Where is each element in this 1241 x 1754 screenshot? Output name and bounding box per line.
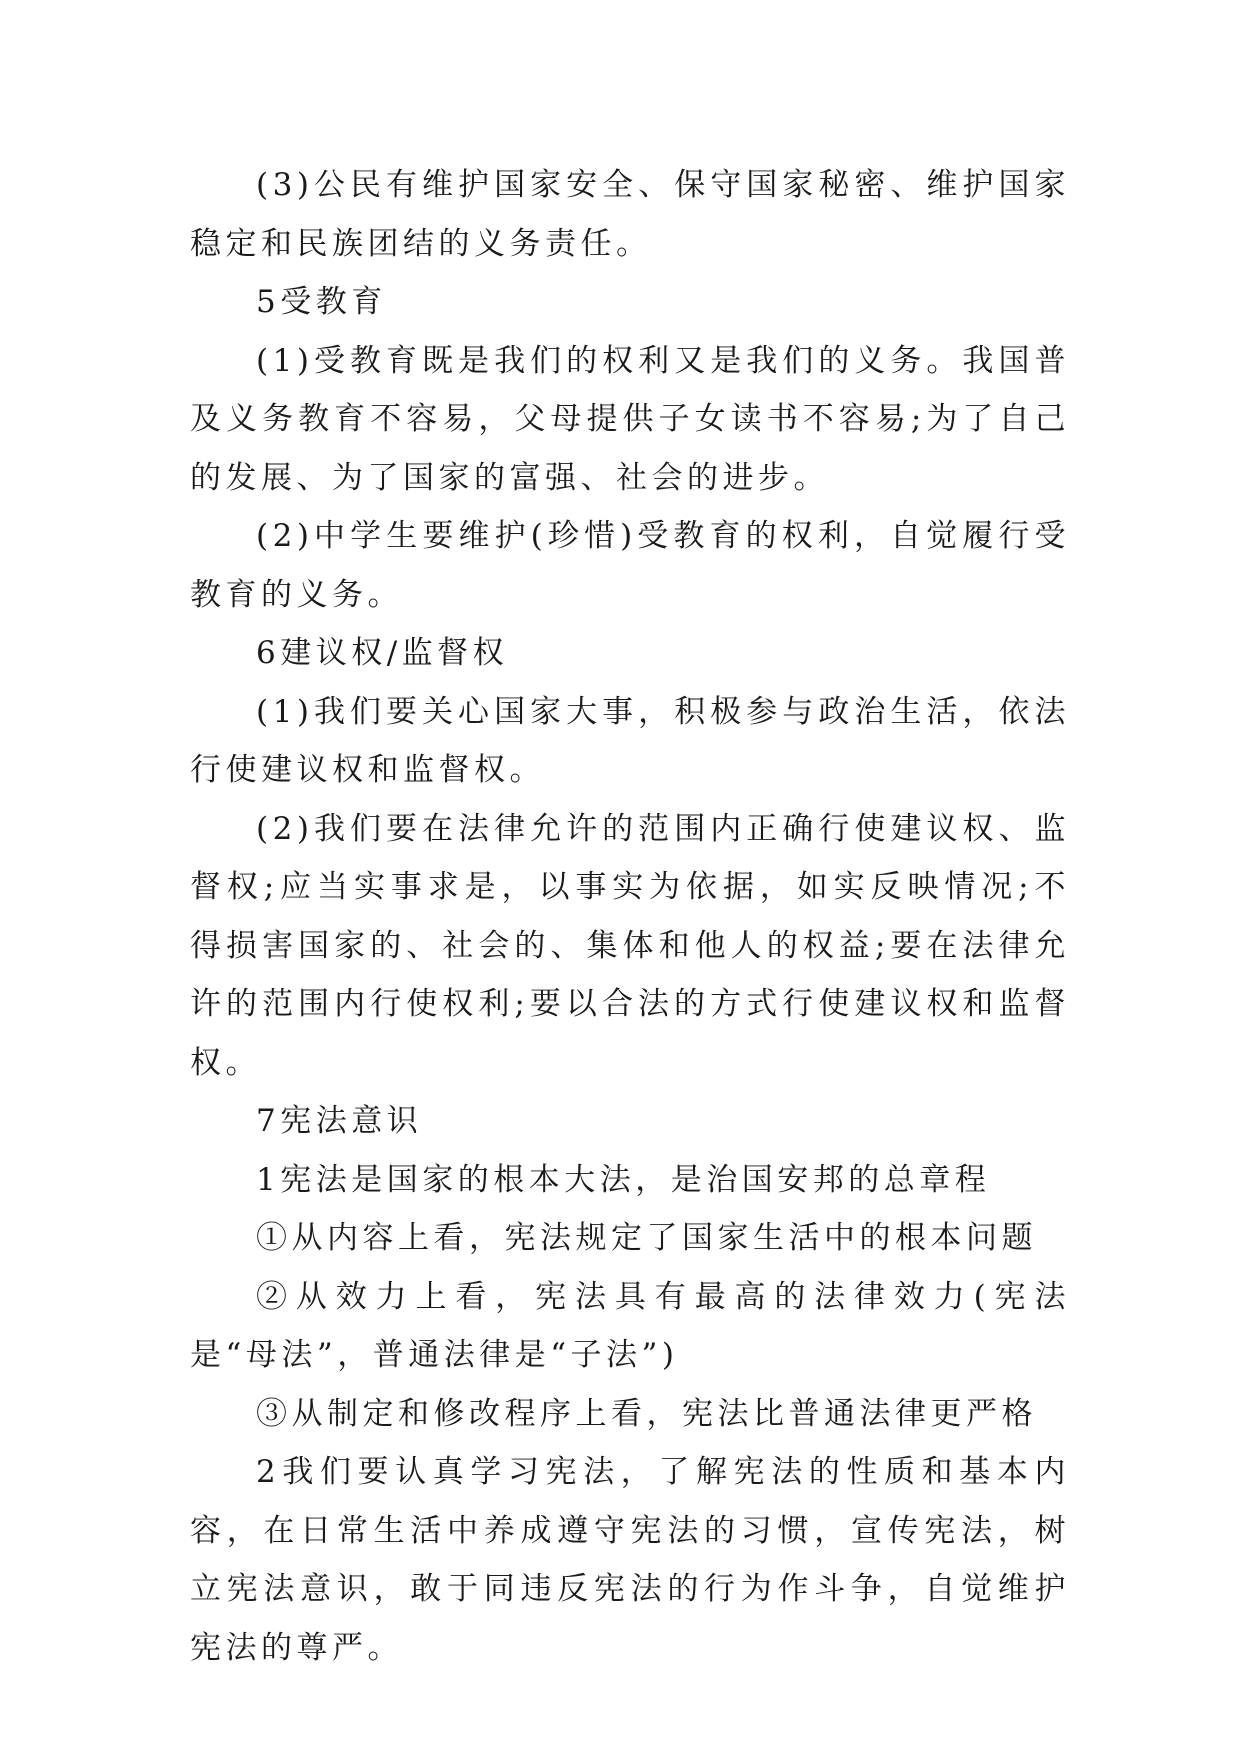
document-body (190, 156, 1070, 1677)
paragraph-exercise-rights-correctly: (2)我们要在法律允许的范围内正确行使建议权、监督权;应当实事求是，以事实为依据，如实反映情况;不得损害国家的、社会的、集体和他人的权益;要在法律允许的范围内行使权利;要以合法的方式行使建议权和监督权。 (190, 810, 1070, 1081)
paragraph-duty-national-security: (3)公民有维护国家安全、保守国家秘密、维护国家稳定和民族团结的义务责任。 (190, 167, 1070, 262)
paragraph-student-education: (2)中学生要维护(珍惜)受教育的权利，自觉履行受教育的义务。 (190, 518, 1070, 613)
paragraph-education-right-duty: (1)受教育既是我们的权利又是我们的义务。我国普及义务教育不容易，父母提供子女读书不容易;为了自己的发展、为了国家的富强、社会的进步。 (190, 342, 1070, 496)
list-item-content: ①从内容上看，宪法规定了国家生活中的根本问题 (256, 1220, 1037, 1256)
paragraph-study-constitution: 2我们要认真学习宪法，了解宪法的性质和基本内容，在日常生活中养成遵守宪法的习惯，宣传宪法，树立宪法意识，敢于同违反宪法的行为作斗争，自觉维护宪法的尊严。 (190, 1454, 1070, 1666)
paragraph-care-national-affairs: (1)我们要关心国家大事，积极参与政治生活，依法行使建议权和监督权。 (190, 693, 1070, 788)
list-item-effect: ②从效力上看，宪法具有最高的法律效力(宪法是“母法”，普通法律是“子法”) (190, 1278, 1070, 1373)
paragraph-constitution-fundamental-law: 1宪法是国家的根本大法，是治国安邦的总章程 (256, 1161, 991, 1198)
heading-suggestion-supervision: 6建议权/监督权 (256, 635, 509, 671)
heading-education: 5受教育 (256, 284, 387, 320)
heading-constitution-awareness: 7宪法意识 (256, 1103, 423, 1139)
list-item-procedure: ③从制定和修改程序上看，宪法比普通法律更严格 (256, 1395, 1037, 1432)
